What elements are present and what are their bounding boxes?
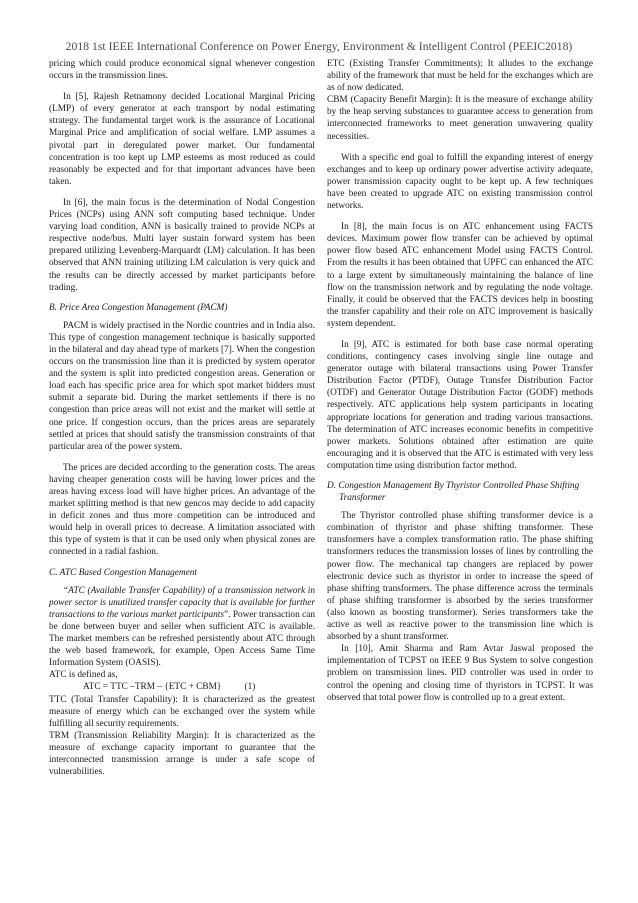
section-heading-b: B. Price Area Congestion Management (PACM): [49, 302, 228, 313]
left-column: [49, 58, 315, 778]
paragraph: With a specific end goal to fulfill the expanding interest of energy exchanges and to keep up ordinary power advertise activity adequate, power transmission capacity ought to be kept up. A few techniques have been created to upgrade ATC on existing transmission control networks.: [327, 152, 593, 212]
paragraph: In [10], Amit Sharma and Ram Avtar Jaswal proposed the implementation of TCPST on IEEE 9 Bus System to solve congestion problem on transmission lines. PID controller was used in order to control the opening and closing time of thyristors in TCPST. It was observed that total power flow is controlled up to a great extent.: [327, 644, 593, 703]
paragraph: In [5], Rajesh Retnamony decided Locational Marginal Pricing (LMP) of every generator at each transport by nodal estimating strategy. The fundamental target work is the assurance of Locational Marginal Price and amplification of social welfare. LMP assumes a pivotal part in deregulated power market. Our fundamental concentration is too kept up LMP esteems as most reduced as could reasonably be expected and for that important advances have been taken.: [49, 92, 315, 187]
paragraph: In [6], the main focus is the determination of Nodal Congestion Prices (NCPs) using ANN soft computing based technique. Under varying load condition, ANN is basically trained to provide NCPs at respective node/bus. Multi layer sustain forward system has been prepared utilizing Levenberg-Marquardt (LM) calculation. It has been observed that ANN training utilizing LM calculation is very quick and the results can be directly accessed by market participants before trading.: [49, 197, 315, 293]
paragraph: In [8], the main focus is on ATC enhancement using FACTS devices. Maximum power flow transfer can be achieved by optimal power flow based ATC enhancement Model using FACTS Control. From the results it has been obtained that UPFC can enhanced the ATC to a large extent by simultaneously maintaining the balance of line flow on the transmission network and by regulating the node voltage. Finally, it could be observed that the FACTS devices help in boosting the transfer capability and their role on ATC improvement is basically system dependent.: [327, 222, 593, 329]
equation-1: ATC = TTC –TRM – {ETC + CBM} (1): [83, 682, 256, 693]
paragraph: TRM (Transmission Reliability Margin): It is characterized as the measure of exchange capacity important to guarantee that the interconnected transmission arrange is under a safe scope of vulnerabilities.: [49, 730, 315, 778]
section-heading-c: C. ATC Based Congestion Management: [49, 567, 197, 578]
paragraph: ETC (Existing Transfer Commitments): It alludes to the exchange ability of the framework that must be held for the exchanges which are as of now dedicated.: [327, 59, 593, 94]
paragraph: CBM (Capacity Benefit Margin): It is the measure of exchange ability by the heap serving substances to guarantee access to generation from interconnected frameworks to meet generation unwavering quality necessities.: [327, 95, 593, 142]
paragraph: The Thyristor controlled phase shifting transformer device is a combination of thyristor and phase shifting transformer. These transformers have a complex transformation ratio. The phase shifting transformers reduces the transmission losses of lines by controlling the power flow. The mechanical tap changers are replaced by power electronic device such as thyristor in order to increase the speed of phase shifting transformers. The phase difference across the terminals of phase shifting transformer is absorbed by the series transformer (also known as boosting transformer). Series transformers take the active as well as reactive power to the transmission line which is absorbed by a shunt transformer.: [327, 511, 593, 643]
paragraph: In [9], ATC is estimated for both base case normal operating conditions, contingency cases involving single line outage and generator outage with bilateral transactions using Power Transfer Distribution Factor (PTDF), Outage Transfer Distribution Factor (OTDF) and Generator Outage Distribution Factor (GODF) methods respectively. ATC applications help system participants in locating appropriate locations for generation and trading various transactions. The determination of ATC increases economic benefits in competitive power markets. Solutions obtained after estimation are quite encouraging and it is observed that the ATC is estimated with very less computation time using distribution factor method.: [327, 339, 593, 471]
conference-header: 2018 1st IEEE International Conference on Power Energy, Environment & Intelligent Control (PEEIC2018): [65, 40, 573, 53]
paragraph: TTC (Total Transfer Capability): It is characterized as the greatest measure of energy which can be exchanged over the system while fulfilling all security requirements.: [49, 694, 315, 729]
section-heading-d: D. Congestion Management By Thyristor Controlled Phase Shifting Transformer: [327, 481, 580, 504]
paragraph-text: ”. Power transaction can be done between buyer and seller when sufficient ATC is available. The market members can be refreshed persistently about ATC through the web based framework, for example, Open Access Same Time Information System (OASIS).: [49, 609, 315, 669]
paragraph: The prices are decided according to the generation costs. The areas having cheaper generation costs will be having lower prices and the areas having excess load will have higher prices. An advantage of the market splitting method is that new gencos may decide to add capacity in deficit zones and thus more competition can be introduced and would help in overall prices to decrease. A limitation associated with this type of system is that it can be used only when physical zones are connected in a radial fashion.: [49, 462, 315, 558]
paragraph: pricing which could produce economical signal whenever congestion occurs in the transmission lines.: [49, 59, 315, 82]
paragraph: ATC is defined as,: [49, 670, 118, 681]
paragraph: PACM is widely practised in the Nordic countries and in India also. This type of congestion management technique is basically supported in the bilateral and day ahead type of markets [7]. When the congestion occurs on the transmission line than it is predicted by system operator and the system is split into predicted congestion areas. Generation or load each has specific price area for which spot market bidders must submit a separate bid. During the market settlements if there is no congestion than price areas will not exist and the market will settle at one price. If congestion occurs, than the prices areas are separately settled at prices that should satisfy the transmission constraints of that particular area of the power system.: [49, 320, 315, 452]
right-column: [327, 58, 593, 704]
paragraph: [49, 585, 315, 670]
atc-definition-quote: “ATC (Available Transfer Capability) of a transmission network in power sector is unutilized transfer capacity that is available for further transactions to the various market participants: [49, 585, 315, 620]
